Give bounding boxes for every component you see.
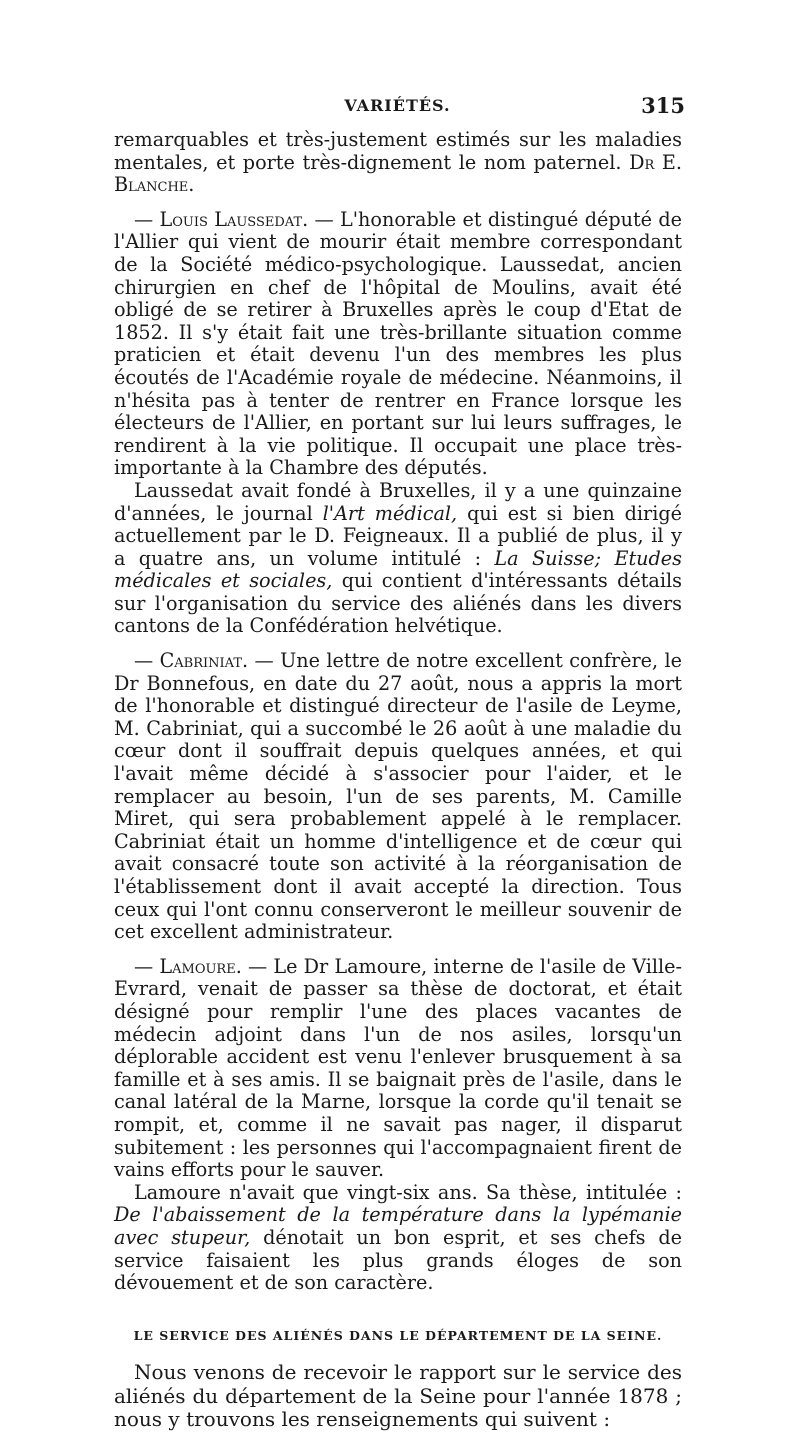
paragraph-text: Laussedat avait fondé à Bruxelles, il y a une quinzaine d'années, le journal — [114, 478, 682, 525]
paragraph-text: — Le Dr Lamoure, interne de l'asile de Ville-Evrard, venait de passer sa thèse de doctorat, et était désigné pour remplir l'une des places vacantes de médecin adjoint dans l'un de nos asiles, lorsqu'un déplorable accident est venu l'enlever brusquement à sa famille et à ses amis. Il se baignait près de l'asile, dans le canal latéral de la Marne, lorsque la corde qu'il tenait se rompit, et, comme il ne savait pas nager, il disparut subitement : les personnes qui l'accompagnaient firent de vains efforts pour le sauver. — [114, 954, 682, 1182]
book-title: La Suisse; Etudes médicales et sociales, — [114, 546, 682, 593]
em-dash: — — [134, 207, 160, 231]
thesis-title: De l'abaissement de la température dans la lypémanie avec stupeur, — [114, 1203, 682, 1249]
em-dash: — — [134, 954, 160, 978]
em-dash: — — [134, 649, 160, 673]
paragraph-laussedat-obituary — [114, 209, 682, 480]
page-number: 315 — [641, 93, 685, 118]
paragraph-seine-report — [114, 1361, 682, 1432]
paragraph-text: dénotait un bon esprit, et ses chefs de service faisaient les plus grands éloges de son dévouement et de son caractère. — [114, 1225, 682, 1295]
paragraph-lamoure-obituary — [114, 956, 682, 1182]
paragraph-cabriniat-obituary — [114, 650, 682, 944]
author-signature: Dr E. Blanche. — [114, 150, 682, 197]
paragraph-text: Lamoure n'avait que vingt-six ans. Sa thèse, intitulée : — [134, 1180, 682, 1204]
running-head — [110, 93, 685, 124]
running-title: VARIÉTÉS. — [344, 96, 451, 115]
journal-title: l'Art médical, — [322, 501, 458, 525]
paragraph-lamoure-thesis — [114, 1182, 682, 1295]
paragraph-text: remarquables et très-justement estimés sur les maladies mentales, et porte très-dignement le nom paternel. — [114, 128, 682, 174]
paragraph-laussedat-publications — [114, 480, 682, 638]
person-name-cabriniat: Cabriniat. — [159, 649, 249, 673]
paragraph-text: — L'honorable et distingué député de l'Allier qui vient de mourir était membre correspondant de la Société médico-psychologique. Laussedat, ancien chirurgien en chef de l'hôpital de Moulins, avait été obligé de se retirer à Bruxelles après le coup d'Etat de 1852. Il s'y était fait une très-brillante situation comme praticien et était devenu l'un des membres les plus écoutés de l'Académie royale de médecine. Néanmoins, il n'hésita pas à tenter de rentrer en France lorsque les électeurs de l'Allier, en portant sur lui leurs suffrages, le rendirent à la vie politique. Il occupait une place très-importante à la Chambre des députés. — [114, 207, 682, 480]
page-body — [114, 129, 682, 1432]
person-name-lamoure: Lamoure. — [159, 954, 242, 978]
paragraph-text: Nous venons de recevoir le rapport sur le service des aliénés du département de la Seine pour l'année 1878 ; nous y trouvons les renseignements qui suivent : — [114, 1360, 682, 1432]
paragraph-text: — Une lettre de notre excellent confrère, le Dr Bonnefous, en date du 27 août, nous a appris la mort de l'honorable et distingué directeur de l'asile de Leyme, M. Cabriniat, qui a succombé le 26 août à une maladie du cœur dont il souffrait depuis quelques années, et qui l'avait même décidé à s'associer pour l'aider, et le remplacer au besoin, l'un de ses parents, M. Camille Miret, qui sera probablement appelé à le remplacer. Cabriniat était un homme d'intelligence et de cœur qui avait consacré toute son activité à la réorganisation de l'établissement dont il avait accepté la direction. Tous ceux qui l'ont connu conserveront le meilleur souvenir de cet excellent administrateur. — [114, 649, 682, 944]
section-heading: LE SERVICE DES ALIÉNÉS DANS LE DÉPARTEMENT DE LA SEINE. — [133, 1327, 663, 1343]
paragraph-blanche-conclusion — [114, 129, 682, 197]
paragraph-text: qui est si bien dirigé actuellement par le D. Feigneaux. Il a publié de plus, il y a quatre ans, un volume intitulé : — [114, 501, 683, 570]
person-name-laussedat: Louis Laussedat. — [159, 207, 309, 231]
paragraph-text: qui contient d'intéressants détails sur l'organisation du service des aliénés dans les divers cantons de la Confédération helvétique. — [114, 569, 682, 638]
